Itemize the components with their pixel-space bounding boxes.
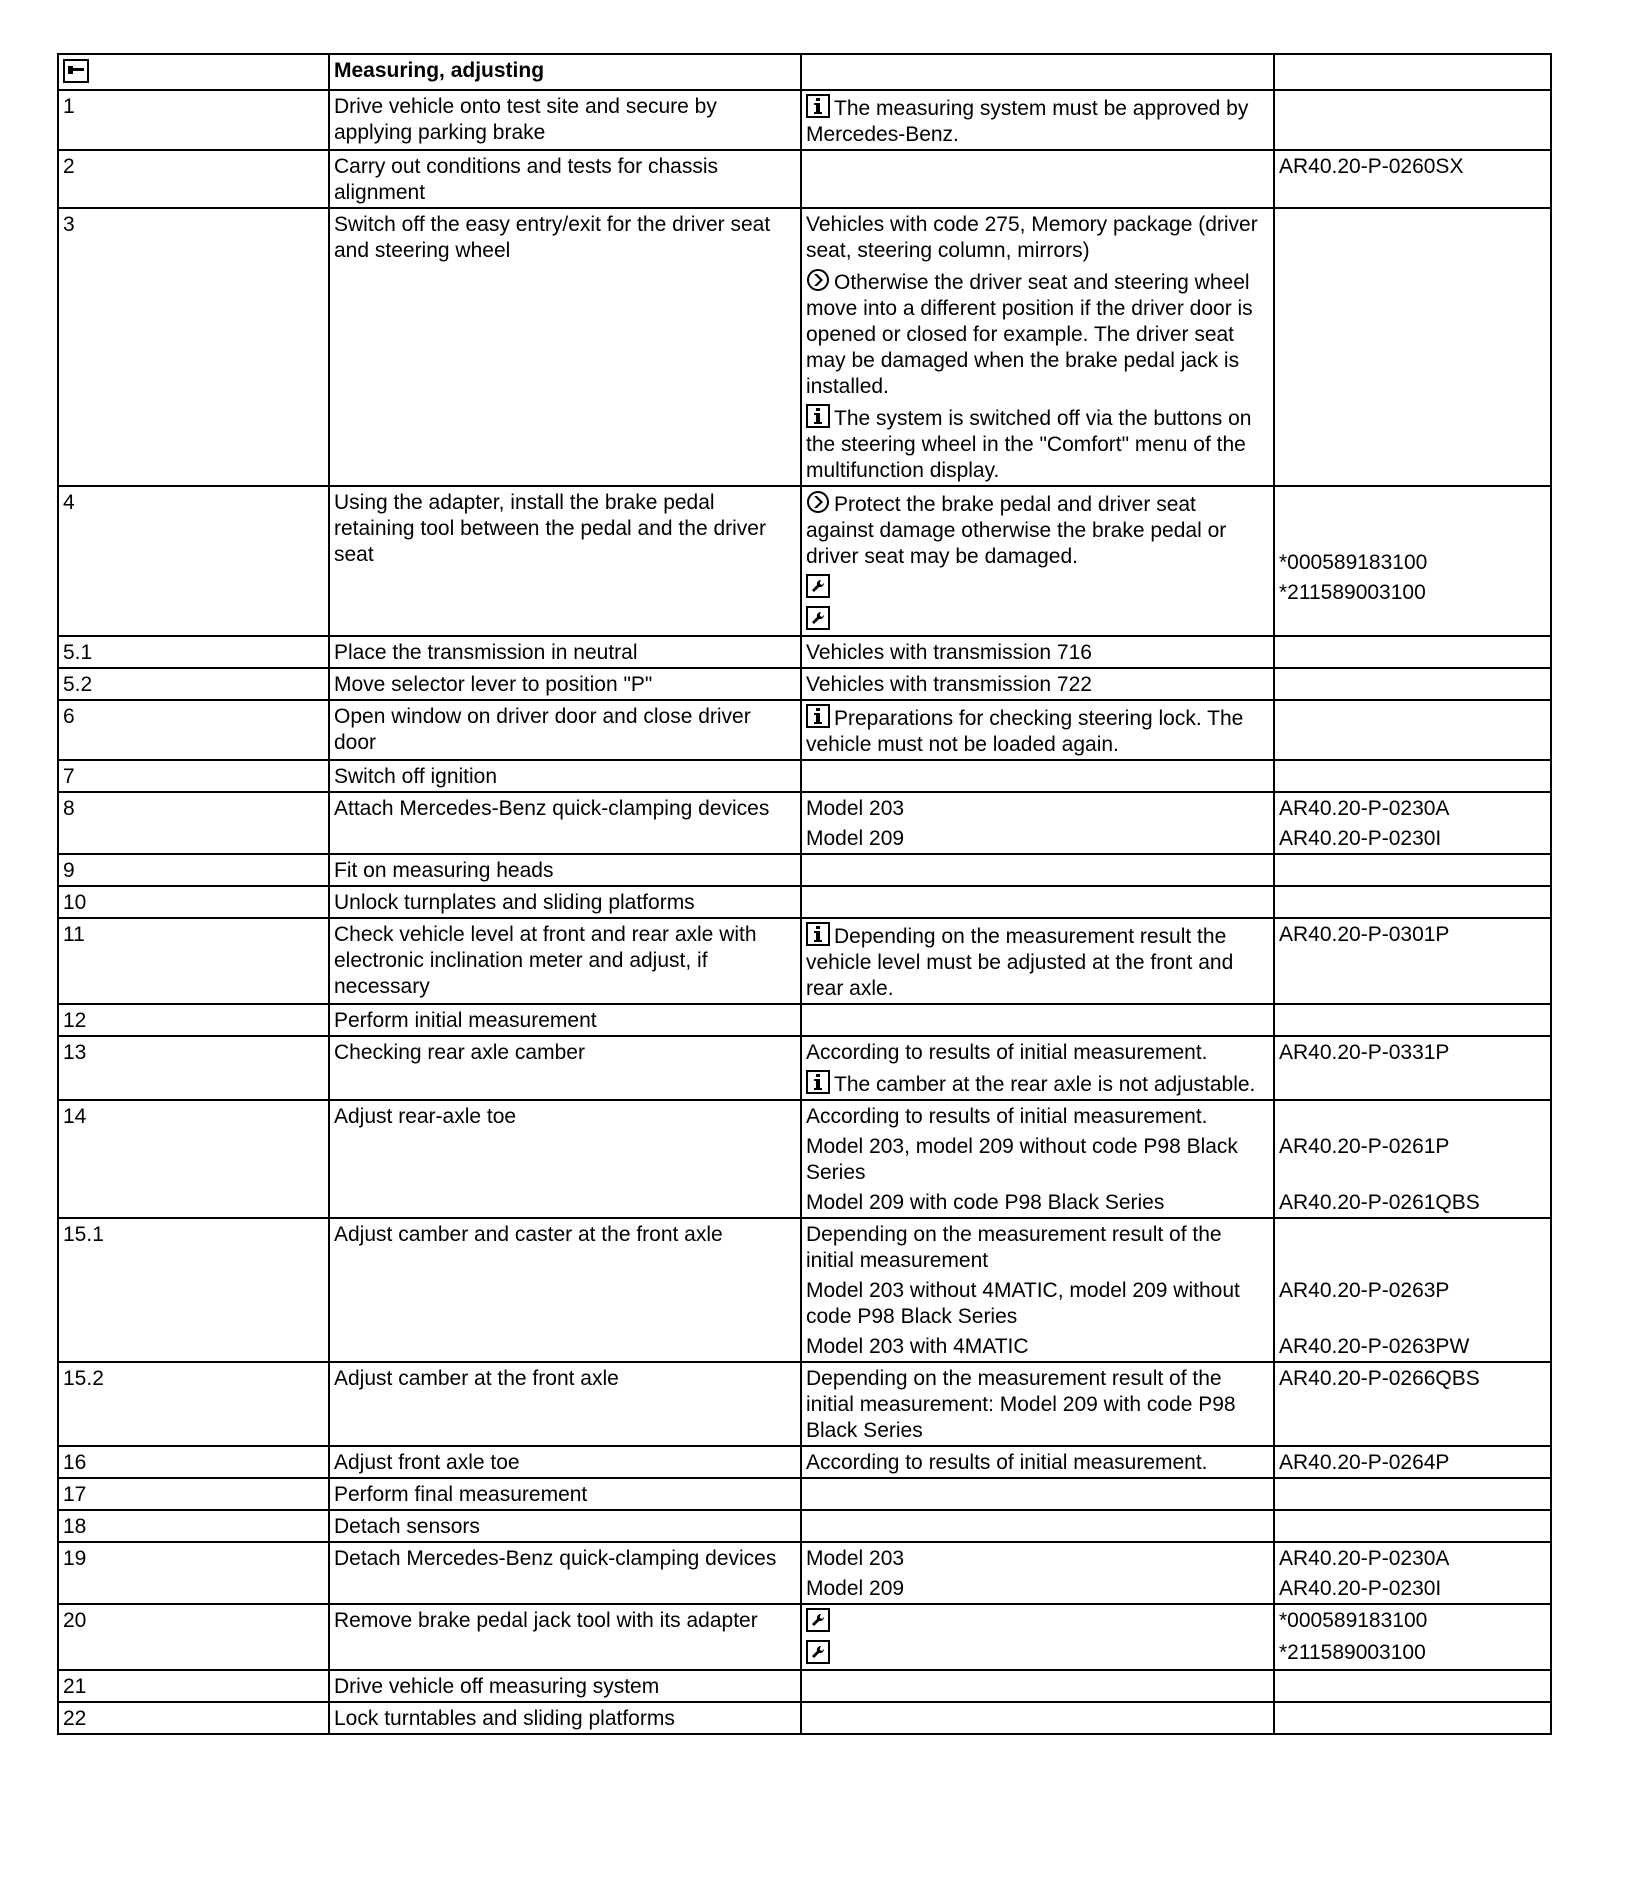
note-line <box>806 1546 1269 1572</box>
info-icon <box>806 922 830 946</box>
note-text: Model 209 <box>806 827 905 850</box>
step-notes <box>801 1604 1274 1670</box>
step-notes <box>801 1542 1274 1604</box>
reference-link[interactable]: AR40.20-P-0261P <box>1279 1135 1450 1158</box>
reference-link[interactable]: AR40.20-P-0230A <box>1279 797 1450 820</box>
procedure-table <box>57 53 1552 1735</box>
table-row <box>58 1604 1551 1670</box>
note-text: Vehicles with transmission 722 <box>806 673 1092 696</box>
info-icon <box>806 704 830 728</box>
note-line <box>806 1278 1269 1330</box>
reference-link[interactable]: AR40.20-P-0263PW <box>1279 1335 1470 1358</box>
step-action: Detach Mercedes-Benz quick-clamping devices <box>329 1542 801 1604</box>
step-number: 13 <box>58 1036 329 1100</box>
note-text: Otherwise the driver seat and steering wheel move into a different position if the driver door is opened or closed for example. The driver seat may be damaged when the brake pedal jack is installed. <box>806 271 1253 398</box>
step-action: Switch off ignition <box>329 760 801 792</box>
special-tool-icon <box>806 574 830 598</box>
step-action: Switch off the easy entry/exit for the driver seat and steering wheel <box>329 208 801 486</box>
special-tool-icon <box>806 606 830 630</box>
reference-link[interactable]: AR40.20-P-0264P <box>1279 1451 1450 1474</box>
step-action: Perform final measurement <box>329 1478 801 1510</box>
step-number: 10 <box>58 886 329 918</box>
step-action: Adjust camber and caster at the front axle <box>329 1218 801 1362</box>
step-notes <box>801 1036 1274 1100</box>
step-action: Fit on measuring heads <box>329 854 801 886</box>
table-row <box>58 150 1551 208</box>
step-number: 19 <box>58 1542 329 1604</box>
step-notes <box>801 1218 1274 1362</box>
reference-link[interactable]: *000589183100 <box>1279 1609 1428 1632</box>
procedure-table-body <box>58 54 1551 1734</box>
step-number: 5.2 <box>58 668 329 700</box>
step-action: Checking rear axle camber <box>329 1036 801 1100</box>
step-references <box>1274 1702 1551 1734</box>
table-row <box>58 668 1551 700</box>
reference-link <box>1279 520 1546 546</box>
step-notes <box>801 1702 1274 1734</box>
step-notes <box>801 486 1274 636</box>
table-row <box>58 700 1551 760</box>
step-number: 17 <box>58 1478 329 1510</box>
step-references <box>1274 792 1551 854</box>
table-row <box>58 918 1551 1004</box>
step-number: 14 <box>58 1100 329 1218</box>
note-line <box>806 606 1269 634</box>
step-notes <box>801 208 1274 486</box>
table-row <box>58 1478 1551 1510</box>
table-row <box>58 792 1551 854</box>
step-notes <box>801 918 1274 1004</box>
step-action: Drive vehicle off measuring system <box>329 1670 801 1702</box>
note-text: Vehicles with transmission 716 <box>806 641 1092 664</box>
step-references <box>1274 1036 1551 1100</box>
info-icon <box>806 94 830 118</box>
reference-link <box>1279 1104 1546 1130</box>
step-number: 20 <box>58 1604 329 1670</box>
step-notes <box>801 760 1274 792</box>
note-text: The system is switched off via the buttons on the steering wheel in the "Comfort" menu of the multifunction display. <box>806 407 1252 482</box>
step-references <box>1274 636 1551 668</box>
step-number: 8 <box>58 792 329 854</box>
note-line <box>806 1334 1269 1360</box>
step-references <box>1274 854 1551 886</box>
table-row <box>58 636 1551 668</box>
caution-icon <box>806 268 830 292</box>
note-line <box>806 1640 1269 1668</box>
note-line <box>806 268 1269 400</box>
note-line <box>806 490 1269 570</box>
special-tool-icon <box>806 1640 830 1664</box>
note-line <box>806 1070 1269 1098</box>
note-text: Depending on the measurement result the vehicle level must be adjusted at the front and rear axle. <box>806 925 1234 1000</box>
note-line <box>806 796 1269 822</box>
step-action: Carry out conditions and tests for chassis alignment <box>329 150 801 208</box>
step-action: Remove brake pedal jack tool with its adapter <box>329 1604 801 1670</box>
note-line <box>806 1576 1269 1602</box>
step-number: 22 <box>58 1702 329 1734</box>
step-references <box>1274 1478 1551 1510</box>
step-number: 5.1 <box>58 636 329 668</box>
step-action: Open window on driver door and close driver door <box>329 700 801 760</box>
step-notes <box>801 886 1274 918</box>
step-number: 3 <box>58 208 329 486</box>
reference-link[interactable]: AR40.20-P-0261QBS <box>1279 1191 1480 1214</box>
step-notes <box>801 792 1274 854</box>
table-row <box>58 1702 1551 1734</box>
table-row <box>58 1036 1551 1100</box>
step-action: Unlock turnplates and sliding platforms <box>329 886 801 918</box>
step-action: Detach sensors <box>329 1510 801 1542</box>
header-empty-cell <box>1274 54 1551 90</box>
table-row <box>58 886 1551 918</box>
step-references <box>1274 150 1551 208</box>
step-number: 2 <box>58 150 329 208</box>
note-text: According to results of initial measurement. <box>806 1041 1208 1064</box>
note-text: Depending on the measurement result of the initial measurement <box>806 1223 1222 1272</box>
step-number: 1 <box>58 90 329 150</box>
reference-link[interactable]: AR40.20-P-0230A <box>1279 1547 1450 1570</box>
reference-link <box>1279 490 1546 516</box>
info-icon <box>806 404 830 428</box>
step-notes <box>801 854 1274 886</box>
reference-link[interactable]: AR40.20-P-0263P <box>1279 1279 1450 1302</box>
page-title: Measuring, adjusting <box>329 54 801 90</box>
note-text: Model 209 with code P98 Black Series <box>806 1191 1165 1214</box>
table-row <box>58 1510 1551 1542</box>
reference-link[interactable]: AR40.20-P-0230I <box>1279 1577 1442 1600</box>
step-references <box>1274 1100 1551 1218</box>
step-references <box>1274 486 1551 636</box>
step-references <box>1274 1670 1551 1702</box>
note-line <box>806 1134 1269 1186</box>
step-references <box>1274 1446 1551 1478</box>
step-number: 12 <box>58 1004 329 1036</box>
step-references <box>1274 1542 1551 1604</box>
table-row <box>58 208 1551 486</box>
step-action: Adjust front axle toe <box>329 1446 801 1478</box>
note-text: Model 203 without 4MATIC, model 209 without code P98 Black Series <box>806 1279 1240 1328</box>
step-number: 18 <box>58 1510 329 1542</box>
reference-link[interactable]: AR40.20-P-0301P <box>1279 923 1450 946</box>
step-notes <box>801 1478 1274 1510</box>
note-text: The measuring system must be approved by Mercedes-Benz. <box>806 97 1249 146</box>
step-references <box>1274 668 1551 700</box>
note-line <box>806 574 1269 602</box>
note-text: Vehicles with code 275, Memory package (driver seat, steering column, mirrors) <box>806 213 1258 262</box>
step-references <box>1274 1218 1551 1362</box>
note-line <box>806 704 1269 758</box>
step-notes <box>801 150 1274 208</box>
table-row <box>58 760 1551 792</box>
note-line <box>806 1222 1269 1274</box>
note-text: Depending on the measurement result of the initial measurement: Model 209 with code P98 Black Series <box>806 1367 1236 1442</box>
note-text: The camber at the rear axle is not adjustable. <box>834 1073 1256 1096</box>
step-references <box>1274 208 1551 486</box>
header-logo-cell <box>58 54 329 90</box>
note-text: Model 209 <box>806 1577 905 1600</box>
reference-link[interactable]: AR40.20-P-0230I <box>1279 827 1442 850</box>
step-action: Adjust camber at the front axle <box>329 1362 801 1446</box>
step-notes <box>801 1100 1274 1218</box>
step-action: Perform initial measurement <box>329 1004 801 1036</box>
step-references <box>1274 90 1551 150</box>
table-row <box>58 1100 1551 1218</box>
note-text: Model 203, model 209 without code P98 Black Series <box>806 1135 1238 1184</box>
note-line <box>806 1104 1269 1130</box>
step-action: Using the adapter, install the brake pedal retaining tool between the pedal and the driver seat <box>329 486 801 636</box>
step-references <box>1274 886 1551 918</box>
table-row <box>58 486 1551 636</box>
step-action: Attach Mercedes-Benz quick-clamping devices <box>329 792 801 854</box>
reference-link[interactable]: *211589003100 <box>1279 581 1426 604</box>
step-references <box>1274 1604 1551 1670</box>
note-line <box>806 1450 1269 1476</box>
note-line <box>806 640 1269 666</box>
step-references <box>1274 1362 1551 1446</box>
step-action: Move selector lever to position "P" <box>329 668 801 700</box>
step-references <box>1274 1004 1551 1036</box>
note-text: According to results of initial measurement. <box>806 1451 1208 1474</box>
step-notes <box>801 90 1274 150</box>
table-row <box>58 1218 1551 1362</box>
step-notes <box>801 700 1274 760</box>
step-references <box>1274 1510 1551 1542</box>
step-number: 21 <box>58 1670 329 1702</box>
table-row <box>58 1542 1551 1604</box>
caution-icon <box>806 490 830 514</box>
step-notes <box>801 668 1274 700</box>
note-text: According to results of initial measurement. <box>806 1105 1208 1128</box>
table-header-row <box>58 54 1551 90</box>
note-line <box>806 922 1269 1002</box>
note-text: Model 203 with 4MATIC <box>806 1335 1029 1358</box>
step-notes <box>801 636 1274 668</box>
special-tool-icon <box>806 1608 830 1632</box>
note-line <box>806 1040 1269 1066</box>
step-number: 15.1 <box>58 1218 329 1362</box>
note-line <box>806 404 1269 484</box>
note-text: Preparations for checking steering lock. The vehicle must not be loaded again. <box>806 707 1244 756</box>
table-row <box>58 854 1551 886</box>
step-notes <box>801 1362 1274 1446</box>
reference-link[interactable]: AR40.20-P-0331P <box>1279 1041 1450 1064</box>
step-number: 7 <box>58 760 329 792</box>
step-action: Lock turntables and sliding platforms <box>329 1702 801 1734</box>
step-action: Adjust rear-axle toe <box>329 1100 801 1218</box>
table-row <box>58 1670 1551 1702</box>
note-text: Protect the brake pedal and driver seat against damage otherwise the brake pedal or driver seat may be damaged. <box>806 493 1227 568</box>
table-row <box>58 1446 1551 1478</box>
note-text: Model 203 <box>806 797 905 820</box>
reference-link[interactable]: AR40.20-P-0266QBS <box>1279 1367 1480 1390</box>
step-notes <box>801 1510 1274 1542</box>
step-number: 15.2 <box>58 1362 329 1446</box>
step-number: 16 <box>58 1446 329 1478</box>
header-empty-cell <box>801 54 1274 90</box>
step-references <box>1274 918 1551 1004</box>
note-line <box>806 1366 1269 1444</box>
step-references <box>1274 700 1551 760</box>
step-action: Drive vehicle onto test site and secure by applying parking brake <box>329 90 801 150</box>
table-row <box>58 90 1551 150</box>
step-action: Place the transmission in neutral <box>329 636 801 668</box>
step-number: 6 <box>58 700 329 760</box>
step-number: 4 <box>58 486 329 636</box>
step-number: 9 <box>58 854 329 886</box>
table-row <box>58 1362 1551 1446</box>
reference-link[interactable]: *000589183100 <box>1279 551 1428 574</box>
info-icon <box>806 1070 830 1094</box>
step-notes <box>801 1004 1274 1036</box>
note-line <box>806 94 1269 148</box>
note-line <box>806 212 1269 264</box>
step-references <box>1274 760 1551 792</box>
note-text: Model 203 <box>806 1547 905 1570</box>
note-line <box>806 1608 1269 1636</box>
reference-link <box>1279 1222 1546 1248</box>
note-line <box>806 826 1269 852</box>
note-line <box>806 672 1269 698</box>
reference-link[interactable]: *211589003100 <box>1279 1641 1426 1664</box>
step-action: Check vehicle level at front and rear axle with electronic inclination meter and adjust, if necessary <box>329 918 801 1004</box>
table-row <box>58 1004 1551 1036</box>
step-notes <box>801 1446 1274 1478</box>
step-number: 11 <box>58 918 329 1004</box>
note-line <box>806 1190 1269 1216</box>
step-notes <box>801 1670 1274 1702</box>
procedure-logo-icon <box>63 59 89 83</box>
reference-link[interactable]: AR40.20-P-0260SX <box>1279 155 1464 178</box>
